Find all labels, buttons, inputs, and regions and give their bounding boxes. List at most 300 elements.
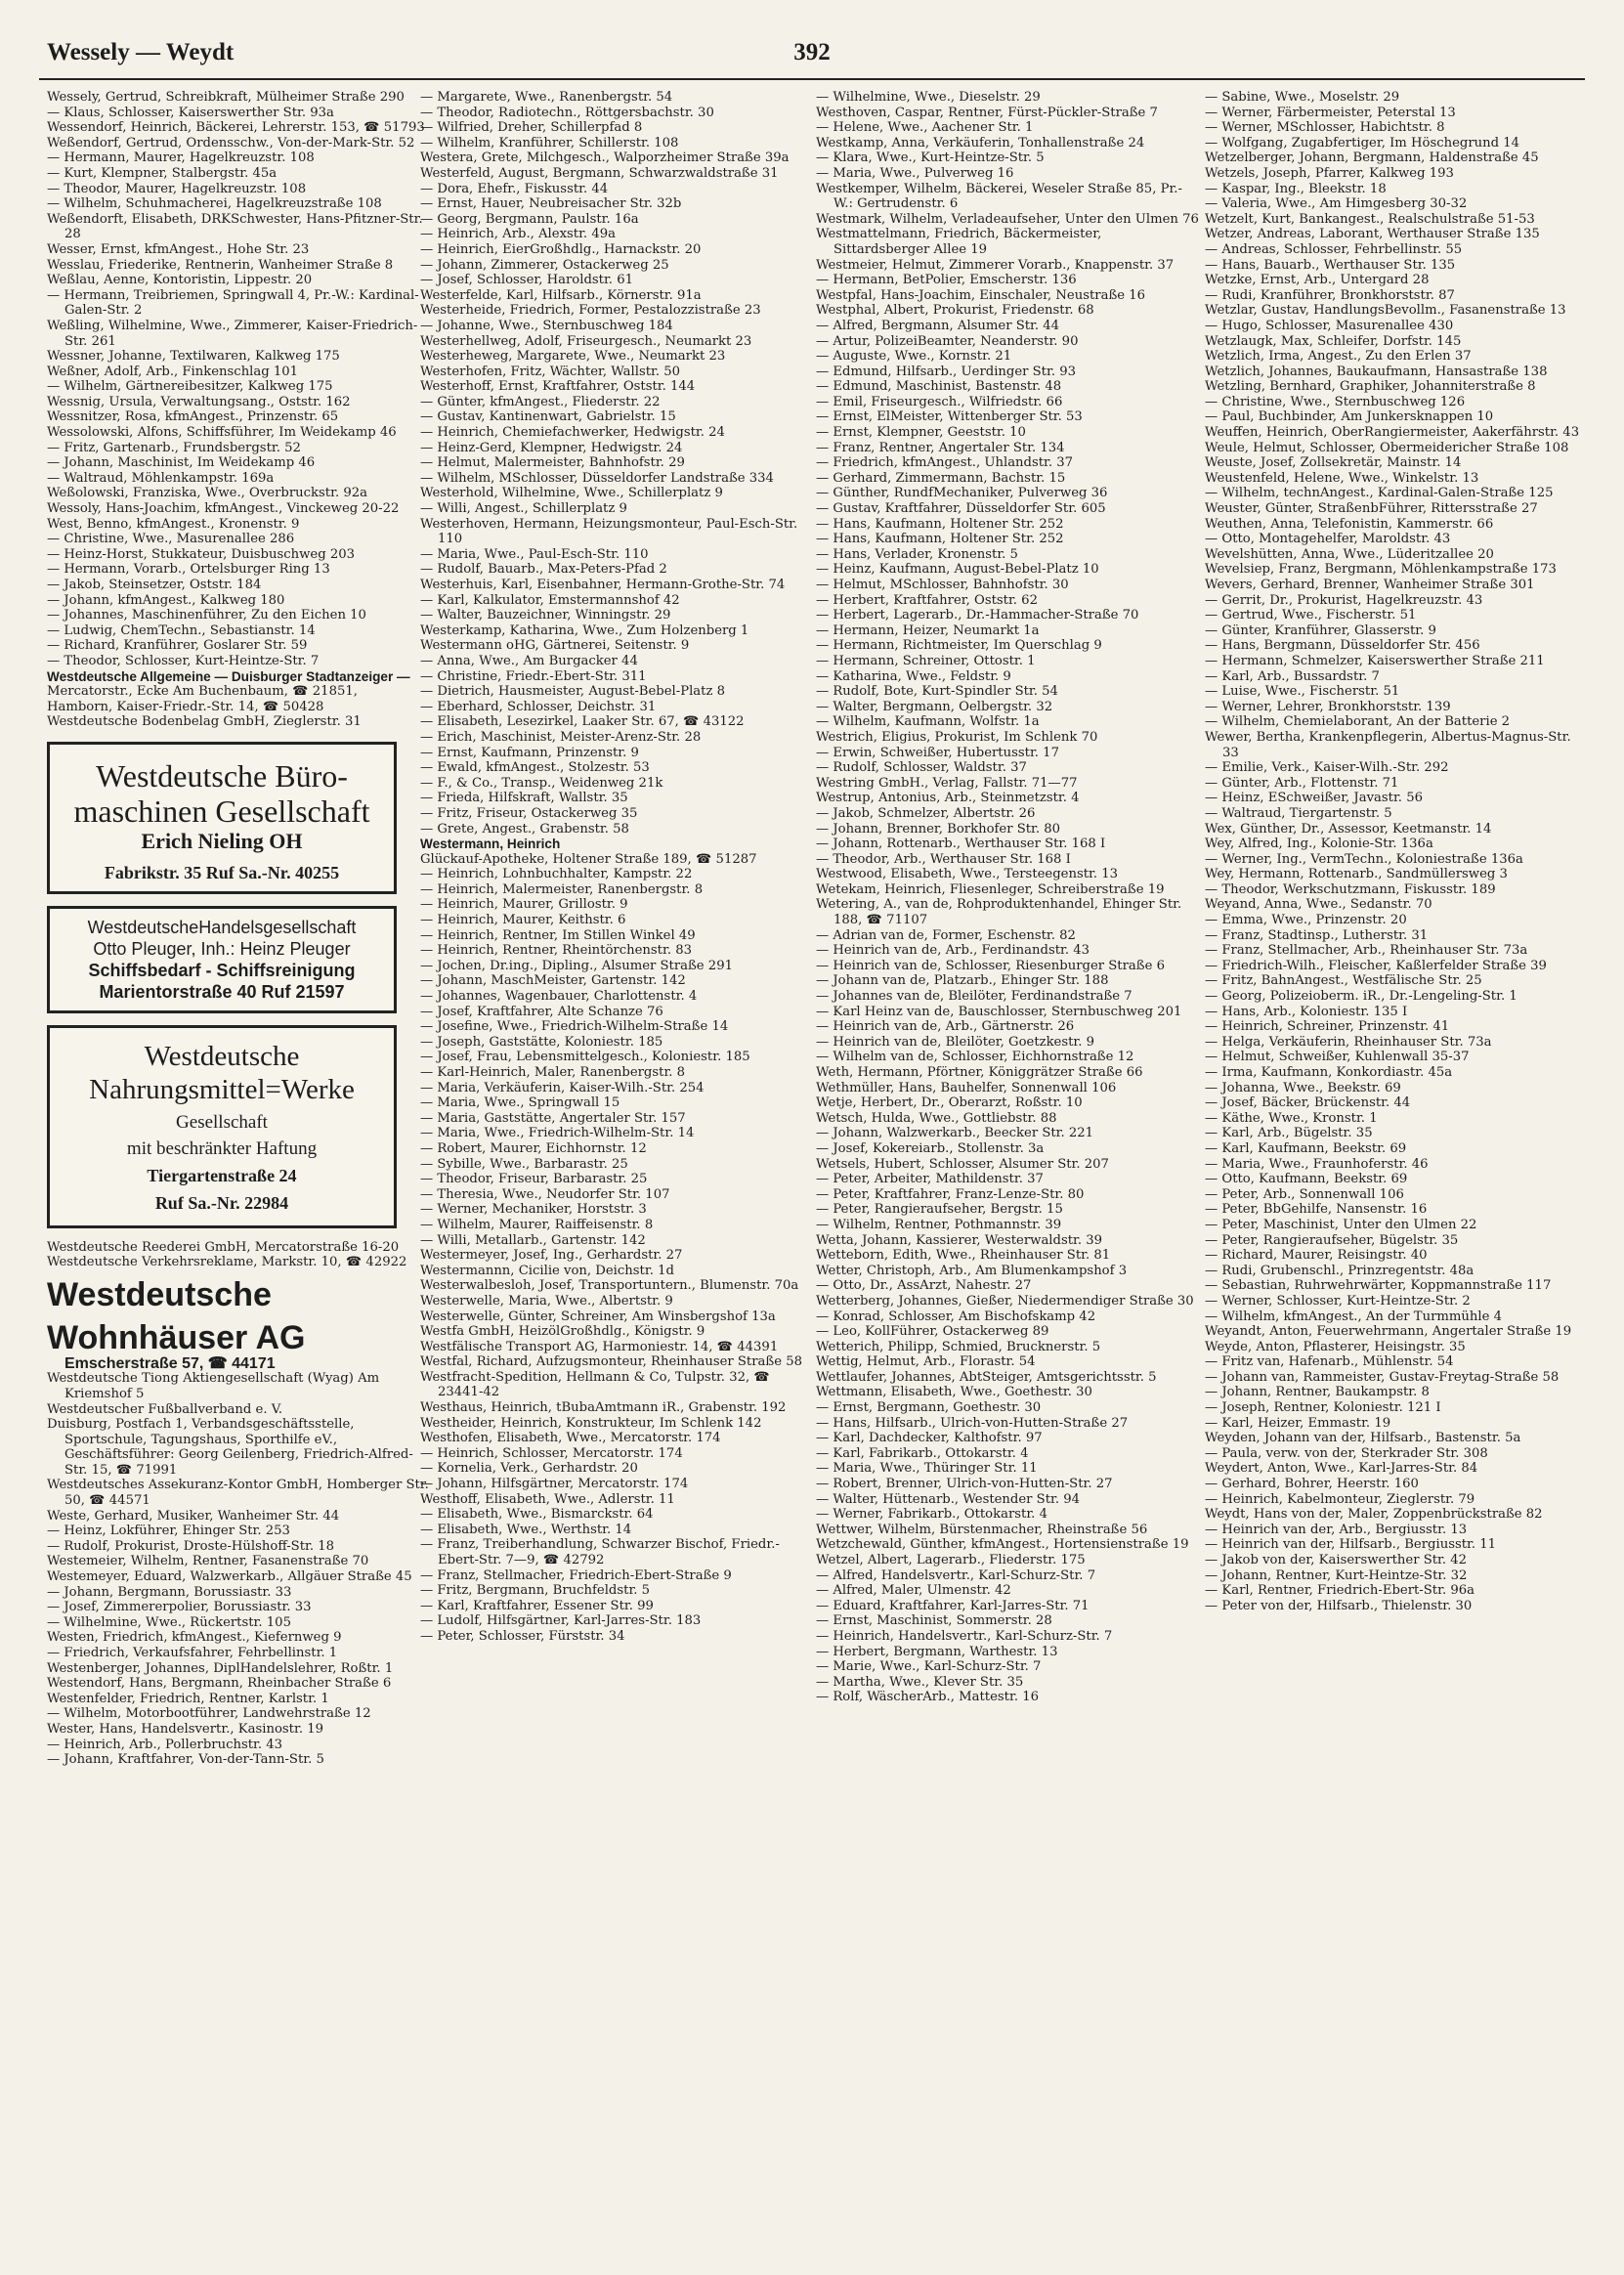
directory-entry: — Eduard, Kraftfahrer, Karl-Jarres-Str. 71 (816, 1598, 1090, 1613)
directory-entry: Wetta, Johann, Kassierer, Westerwaldstr. 39 (816, 1232, 1103, 1248)
directory-entry: — Maria, Verkäuferin, Kaiser-Wilh.-Str. 254 (420, 1080, 705, 1095)
directory-entry: — Grete, Angest., Grabenstr. 58 (420, 821, 629, 837)
directory-entry: Wessendorf, Heinrich, Bäckerei, Lehrerstr. 153, ☎ 51793 (47, 120, 425, 136)
directory-entry: — Georg, Polizeioberm. iR., Dr.-Lengeling-Str. 1 (1205, 989, 1517, 1005)
directory-entry: — Hermann, Schreiner, Ottostr. 1 (816, 653, 1036, 668)
directory-entry: Westfal, Richard, Aufzugsmonteur, Rheinhauser Straße 58 (420, 1354, 802, 1370)
directory-entry: Wesslau, Friederike, Rentnerin, Wanheimer Straße 8 (47, 257, 394, 273)
directory-entry: — Walter, Bergmann, Oelbergstr. 32 (816, 699, 1053, 714)
directory-entry: Wetzelt, Kurt, Bankangest., Realschulstraße 51-53 (1205, 211, 1535, 227)
directory-entry: — Christine, Wwe., Sternbuschweg 126 (1205, 394, 1466, 409)
directory-entry: Wessner, Johanne, Textilwaren, Kalkweg 175 (47, 349, 340, 365)
directory-entry: Wettmann, Elisabeth, Wwe., Goethestr. 30 (816, 1385, 1092, 1400)
directory-entry: — Martha, Wwe., Klever Str. 35 (816, 1674, 1024, 1690)
directory-entry: Westfa GmbH, HeizölGroßhdlg., Königstr. 9 (420, 1324, 705, 1340)
wohnhaeuser-address: Emscherstraße 57, ☎ 44171 (64, 1354, 276, 1372)
ad-title: maschinen Gesellschaft (73, 793, 370, 829)
directory-entry: Westerheide, Friedrich, Former, Pestalozzistraße 23 (420, 303, 761, 319)
directory-entry: — Günther, RundfMechaniker, Pulverweg 36 (816, 486, 1108, 501)
directory-entry: — Katharina, Wwe., Feldstr. 9 (816, 668, 1011, 684)
directory-entry: — Wilhelm, Kranführer, Schillerstr. 108 (420, 135, 679, 150)
directory-entry: Wetteborn, Edith, Wwe., Rheinhauser Str. 81 (816, 1248, 1111, 1264)
ad-handelsgesellschaft (47, 906, 397, 1013)
directory-entry: — Wilhelm, Maurer, Raiffeisenstr. 8 (420, 1217, 654, 1232)
directory-entry: Wetzling, Bernhard, Graphiker, Johanniterstraße 8 (1205, 379, 1536, 395)
directory-entry: — Günter, kfmAngest., Fliederstr. 22 (420, 394, 661, 409)
directory-entry: — Alfred, Maler, Ulmenstr. 42 (816, 1583, 1011, 1599)
directory-entry: — Karl, Dachdecker, Kalthofstr. 97 (816, 1431, 1043, 1446)
directory-entry: Westerhoff, Ernst, Kraftfahrer, Oststr. 144 (420, 379, 696, 395)
directory-entry: — Johann, Rentner, Baukampstr. 8 (1205, 1385, 1430, 1400)
column-4 (1205, 90, 1588, 1613)
directory-entry: — Heinrich, Chemiefachwerker, Hedwigstr. 24 (420, 425, 725, 441)
directory-entry: — Elisabeth, Lesezirkel, Laaker Str. 67, ☎ 43122 (420, 714, 745, 730)
directory-entry: Westmark, Wilhelm, Verladeaufseher, Unter den Ulmen 76 (816, 211, 1199, 227)
directory-entry: — Helmut, Malermeister, Bahnhofstr. 29 (420, 455, 685, 471)
directory-entry: — Hermann, BetPolier, Emscherstr. 136 (816, 273, 1077, 288)
directory-entry: — Christine, Friedr.-Ebert-Str. 311 (420, 668, 647, 684)
directory-entry: — Maria, Wwe., Thüringer Str. 11 (816, 1461, 1038, 1477)
directory-entry: — Karl Heinz van de, Bauschlosser, Sternbuschweg 201 (816, 1004, 1182, 1019)
directory-entry: Wetzelberger, Johann, Bergmann, Haldenstraße 45 (1205, 150, 1539, 166)
directory-entry: — Ernst, Hauer, Neubreisacher Str. 32b (420, 196, 682, 212)
directory-entry: — Heinz-Horst, Stukkateur, Duisbuschweg 203 (47, 546, 356, 562)
ad-title: Westdeutsche (144, 1040, 300, 1072)
directory-entry: — Emil, Friseurgesch., Wilfriedstr. 66 (816, 394, 1063, 409)
directory-entry: — Kaspar, Ing., Bleekstr. 18 (1205, 181, 1387, 196)
directory-entry: — Ernst, Kaufmann, Prinzenstr. 9 (420, 745, 639, 760)
directory-entry: Wessely, Gertrud, Schreibkraft, Mülheimer Straße 290 (47, 90, 405, 105)
directory-entry: — Peter, Rangieraufseher, Bergstr. 15 (816, 1202, 1063, 1218)
directory-entry: — Josef, Kokereiarb., Stollenstr. 3a (816, 1140, 1045, 1156)
directory-entry: — Heinrich, EierGroßhdlg., Harnackstr. 20 (420, 241, 702, 257)
directory-entry: — Heinrich van de, Arb., Gärtnerstr. 26 (816, 1019, 1075, 1035)
directory-entry: — Peter, Arbeiter, Mathildenstr. 37 (816, 1172, 1044, 1187)
directory-entry: — Heinrich, Schreiner, Prinzenstr. 41 (1205, 1019, 1450, 1035)
directory-entry: Wessnig, Ursula, Verwaltungsang., Oststr. 162 (47, 394, 351, 409)
directory-entry: — Erich, Maschinist, Meister-Arenz-Str. 28 (420, 729, 702, 745)
directory-entry: — Willi, Angest., Schillerplatz 9 (420, 501, 627, 517)
directory-entry: — Johann, kfmAngest., Kalkweg 180 (47, 592, 285, 608)
ad-line: Gesellschaft (176, 1111, 268, 1133)
directory-entry: Weßner, Adolf, Arb., Finkenschlag 101 (47, 364, 299, 379)
directory-entry: — Herbert, Lagerarb., Dr.-Hammacher-Straße 70 (816, 608, 1139, 623)
directory-entry: Weyden, Johann van der, Hilfsarb., Bastenstr. 5a (1205, 1431, 1521, 1446)
directory-entry: Westhofen, Elisabeth, Wwe., Mercatorstr. 174 (420, 1431, 721, 1446)
directory-entry: Mercatorstr., Ecke Am Buchenbaum, ☎ 21851, (47, 684, 358, 700)
directory-entry: Westmeier, Helmut, Zimmerer Vorarb., Knappenstr. 37 (816, 257, 1175, 273)
directory-entry: — Karl, Kaufmann, Beekstr. 69 (1205, 1140, 1407, 1156)
directory-entry: — Otto, Montagehelfer, Maroldstr. 43 (1205, 532, 1451, 547)
directory-entry: — Wilhelm, Gärtnereibesitzer, Kalkweg 175 (47, 379, 333, 395)
directory-entry: — Andreas, Schlosser, Fehrbellinstr. 55 (1205, 241, 1463, 257)
directory-entry: Westenfelder, Friedrich, Rentner, Karlstr. 1 (47, 1691, 329, 1706)
directory-entry: — Johann, Hilfsgärtner, Mercatorstr. 174 (420, 1477, 689, 1492)
directory-entry: Wetzlich, Johannes, Baukaufmann, Hansastraße 138 (1205, 364, 1548, 379)
directory-entry: — Werner, Lehrer, Bronkhorststr. 139 (1205, 699, 1451, 714)
directory-entry: Westerfelde, Karl, Hilfsarb., Körnerstr. 91a (420, 287, 702, 303)
directory-entry: — Peter, Schlosser, Fürststr. 34 (420, 1628, 625, 1644)
directory-entry: Westmattelmann, Friedrich, Bäckermeister, Sittardsberger Allee 19 (816, 227, 1102, 257)
directory-entry: — Heinrich van de, Schlosser, Riesenburger Straße 6 (816, 958, 1165, 973)
directory-entry: — Hermann, Richtmeister, Im Querschlag 9 (816, 638, 1102, 654)
directory-entry: — Walter, Bauzeichner, Winningstr. 29 (420, 608, 671, 623)
directory-entry: — Hermann, Vorarb., Ortelsburger Ring 13 (47, 562, 330, 578)
directory-entry: Weuster, Günter, StraßenbFührer, Rittersstraße 27 (1205, 501, 1538, 517)
directory-entry: Weuthen, Anna, Telefonistin, Kammerstr. 66 (1205, 516, 1494, 532)
directory-entry: Wettig, Helmut, Arb., Florastr. 54 (816, 1354, 1036, 1370)
directory-entry: — Klaus, Schlosser, Kaiserswerther Str. 93a (47, 105, 334, 120)
directory-entry: — Johann, Rottenarb., Werthauser Str. 168 I (816, 837, 1106, 852)
directory-entry: Weßendorft, Elisabeth, DRKSchwester, Hans-Pfitzner-Str. 28 (47, 211, 423, 242)
directory-entry: — Heinrich, Arb., Pollerbruchstr. 43 (47, 1737, 283, 1752)
ad-title: Westdeutsche Büro- (96, 757, 348, 794)
ad-owner: Otto Pleuger, Inh.: Heinz Pleuger (93, 938, 351, 959)
directory-entry: Wessoly, Hans-Joachim, kfmAngest., Vinckeweg 20-22 (47, 501, 400, 517)
directory-entry: — Josef, Zimmererpolier, Borussiastr. 33 (47, 1600, 312, 1615)
directory-entry: — Elisabeth, Wwe., Bismarckstr. 64 (420, 1507, 654, 1523)
directory-entry: — Friedrich, Verkaufsfahrer, Fehrbellinstr. 1 (47, 1646, 338, 1660)
directory-entry: — Johann, Bergmann, Borussiastr. 33 (47, 1584, 292, 1600)
directory-entry: — Johann, Kraftfahrer, Von-der-Tann-Str. 5 (47, 1752, 324, 1768)
directory-entry: Westerfeld, August, Bergmann, Schwarzwaldstraße 31 (420, 165, 779, 181)
directory-entry: — Fritz, Bergmann, Bruchfeldstr. 5 (420, 1583, 651, 1599)
ad-address: Fabrikstr. 35 Ruf Sa.-Nr. 40255 (104, 862, 340, 882)
directory-entry: Westemeier, Wilhelm, Rentner, Fasanenstraße 70 (47, 1554, 369, 1569)
directory-entry: — Waltraud, Möhlenkampstr. 169a (47, 470, 275, 486)
directory-entry: Westdeutsche Tiong Aktiengesellschaft (Wyag) Am Kriemshof 5 (47, 1371, 380, 1401)
directory-entry: — Jakob, Schmelzer, Albertstr. 26 (816, 805, 1036, 821)
directory-entry: Westera, Grete, Milchgesch., Walporzheimer Straße 39a (420, 150, 790, 166)
directory-entry: — Maria, Wwe., Fraunhoferstr. 46 (1205, 1156, 1429, 1172)
directory-entry: — Klara, Wwe., Kurt-Heintze-Str. 5 (816, 150, 1045, 166)
directory-entry: — Robert, Brenner, Ulrich-von-Hutten-Str. 27 (816, 1477, 1113, 1492)
directory-entry: Wetzel, Albert, Lagerarb., Fliederstr. 175 (816, 1553, 1086, 1567)
directory-entry: — Wilhelm, Motorbootführer, Landwehrstraße 12 (47, 1706, 371, 1722)
directory-entry: — Johann, Brenner, Borkhofer Str. 80 (816, 821, 1061, 837)
directory-entry: — Fritz, BahnAngest., Westfälische Str. 25 (1205, 973, 1482, 989)
directory-entry: — Joseph, Gaststätte, Koloniestr. 185 (420, 1034, 663, 1050)
directory-entry: Wetering, A., van de, Rohproduktenhandel, Ehinger Str. 188, ☎ 71107 (816, 897, 1182, 928)
directory-entry: — Werner, MSchlosser, Habichtstr. 8 (1205, 120, 1445, 136)
directory-entry: — Heinrich, Schlosser, Mercatorstr. 174 (420, 1445, 683, 1461)
directory-entry: — Josef, Schlosser, Haroldstr. 61 (420, 273, 633, 288)
directory-entry: — Wilhelm, Schuhmacherei, Hagelkreuzstraße 108 (47, 196, 382, 212)
ad-buero-maschinen (47, 742, 397, 894)
column-3 (816, 90, 1199, 1705)
directory-entry: — Gertrud, Wwe., Fischerstr. 51 (1205, 608, 1417, 623)
directory-entry: — Wilhelm, Chemielaborant, An der Batterie 2 (1205, 714, 1511, 730)
directory-entry: Westemeyer, Eduard, Walzwerkarb., Allgäuer Straße 45 (47, 1569, 412, 1585)
directory-entry: Wevelshütten, Anna, Wwe., Lüderitzallee 20 (1205, 546, 1494, 562)
directory-entry: — Marie, Wwe., Karl-Schurz-Str. 7 (816, 1659, 1042, 1675)
directory-entry: — Richard, Kranführer, Goslarer Str. 59 (47, 638, 308, 654)
directory-entry: Westdeutsche Verkehrsreklame, Markstr. 10, ☎ 42922 (47, 1255, 407, 1270)
directory-entry: Westdeutsche Reederei GmbH, Mercatorstraße 16-20 (47, 1239, 400, 1255)
directory-entry: — Helmut, Schweißer, Kuhlenwall 35-37 (1205, 1050, 1470, 1065)
directory-entry: Westkemper, Wilhelm, Bäckerei, Weseler Straße 85, Pr.-W.: Gertrudenstr. 6 (816, 181, 1182, 212)
directory-entry: — Waltraud, Tiergartenstr. 5 (1205, 805, 1392, 821)
directory-entry: Westkamp, Anna, Verkäuferin, Tonhallenstraße 24 (816, 135, 1145, 150)
directory-entry: — Josef, Kraftfahrer, Alte Schanze 76 (420, 1004, 663, 1019)
directory-entry: — Wilhelm, MSchlosser, Düsseldorfer Landstraße 334 (420, 470, 774, 486)
directory-entry: Duisburg, Postfach 1, Verbandsgeschäftsstelle, Sportschule, Tagungshaus, Sporthilfe eV., Geschäftsführer: Georg Geilenberg, Friedrich-Alfred-Str. 15, ☎ 71991 (47, 1417, 413, 1478)
directory-entry: — Georg, Bergmann, Paulstr. 16a (420, 211, 639, 227)
directory-entry: — Wilhelm, technAngest., Kardinal-Galen-Straße 125 (1205, 486, 1554, 501)
directory-entry: — Rudi, Kranführer, Bronkhorststr. 87 (1205, 287, 1455, 303)
column-2 (420, 90, 803, 1645)
directory-entry: — Irma, Kaufmann, Konkordiastr. 45a (1205, 1065, 1453, 1080)
directory-entry: Westermeyer, Josef, Ing., Gerhardstr. 27 (420, 1248, 683, 1264)
directory-entry: Westfälische Transport AG, Harmoniestr. 14, ☎ 44391 (420, 1339, 779, 1354)
directory-entry: Westring GmbH., Verlag, Fallstr. 71—77 (816, 775, 1078, 791)
wohnhaeuser-name: Wohnhäuser AG (47, 1318, 306, 1356)
directory-entry: — Auguste, Wwe., Kornstr. 21 (816, 349, 1012, 365)
directory-entry: — Jochen, Dr.ing., Dipling., Alsumer Straße 291 (420, 958, 733, 973)
directory-entry: Westhoff, Elisabeth, Wwe., Adlerstr. 11 (420, 1491, 675, 1507)
directory-entry: — Richard, Maurer, Reisingstr. 40 (1205, 1248, 1428, 1264)
directory-entry: Westermannn, Cicilie von, Deichstr. 1d (420, 1263, 674, 1278)
directory-entry: Wessolowski, Alfons, Schiffsführer, Im Weidekamp 46 (47, 425, 397, 441)
directory-entry: — Maria, Wwe., Friedrich-Wilhelm-Str. 14 (420, 1126, 695, 1141)
directory-entry: — Robert, Maurer, Eichhornstr. 12 (420, 1140, 647, 1156)
directory-entry: — Gerrit, Dr., Prokurist, Hagelkreuzstr. 43 (1205, 592, 1483, 608)
directory-entry: — Gustav, Kantinenwart, Gabrielstr. 15 (420, 409, 676, 425)
directory-entry: Weste, Gerhard, Musiker, Wanheimer Str. 44 (47, 1508, 340, 1524)
directory-entry: — Kornelia, Verk., Gerhardstr. 20 (420, 1461, 638, 1477)
directory-entry: — Christine, Wwe., Masurenallee 286 (47, 532, 295, 547)
directory-entry: Westerhellweg, Adolf, Friseurgesch., Neumarkt 23 (420, 333, 752, 349)
directory-entry: — Edmund, Maschinist, Bastenstr. 48 (816, 379, 1062, 395)
page-header (39, 35, 1585, 80)
directory-entry: — Sybille, Wwe., Barbarastr. 25 (420, 1156, 628, 1172)
directory-entry: Wetzer, Andreas, Laborant, Werthauser Straße 135 (1205, 227, 1540, 242)
directory-entry: — Heinrich, Lohnbuchhalter, Kampstr. 22 (420, 867, 693, 882)
directory-entry: — Heinrich van de, Bleilöter, Goetzkestr. 9 (816, 1034, 1095, 1050)
directory-entry: — Rudolf, Bauarb., Max-Peters-Pfad 2 (420, 562, 667, 578)
directory-entry: Westdeutsches Assekuranz-Kontor GmbH, Homberger Str. 50, ☎ 44571 (47, 1478, 429, 1509)
directory-entry: — Theresia, Wwe., Neudorfer Str. 107 (420, 1186, 670, 1202)
directory-entry: Wetzels, Joseph, Pfarrer, Kalkweg 193 (1205, 165, 1454, 181)
directory-entry: — Fritz, Friseur, Ostackerweg 35 (420, 805, 638, 821)
ad-nahrungsmittel (47, 1025, 397, 1228)
directory-entry: — Theodor, Radiotechn., Röttgersbachstr. 30 (420, 105, 714, 120)
directory-entry: Weßolowski, Franziska, Wwe., Overbruckstr. 92a (47, 486, 367, 501)
directory-entry: Wetzlaugk, Max, Schleifer, Dorfstr. 145 (1205, 333, 1462, 349)
directory-entry: Westphal, Albert, Prokurist, Friedenstr. 68 (816, 303, 1094, 319)
directory-entry: — Hans, Kaufmann, Holtener Str. 252 (816, 532, 1064, 547)
directory-entry: — Emilie, Verk., Kaiser-Wilh.-Str. 292 (1205, 760, 1449, 776)
directory-entry: Wessnitzer, Rosa, kfmAngest., Prinzenstr. 65 (47, 409, 339, 425)
directory-entry: — Otto, Kaufmann, Beekstr. 69 (1205, 1172, 1408, 1187)
directory-entry: Weustenfeld, Helene, Wwe., Winkelstr. 13 (1205, 470, 1479, 486)
directory-entry: Glückauf-Apotheke, Holtener Straße 189, ☎ 51287 (420, 851, 757, 867)
directory-entry: — Ernst, Bergmann, Goethestr. 30 (816, 1400, 1042, 1416)
directory-entry: — Johann, MaschMeister, Gartenstr. 142 (420, 973, 686, 989)
directory-entry: — Hans, Arb., Koloniestr. 135 I (1205, 1004, 1408, 1019)
directory-entry: — Maria, Wwe., Pulverweg 16 (816, 165, 1014, 181)
ad-title: Nahrungsmittel=Werke (89, 1073, 355, 1105)
directory-entry: — Werner, Färbermeister, Peterstal 13 (1205, 105, 1456, 120)
directory-entry: — Heinrich van de, Arb., Ferdinandstr. 43 (816, 943, 1090, 959)
directory-entry: — Adrian van de, Former, Eschenstr. 82 (816, 927, 1076, 943)
directory-entry: Hamborn, Kaiser-Friedr.-Str. 14, ☎ 50428 (47, 699, 324, 714)
directory-entry: Wetzlar, Gustav, HandlungsBevollm., Fasanenstraße 13 (1205, 303, 1566, 319)
directory-entry: — Anna, Wwe., Am Burgacker 44 (420, 653, 638, 668)
directory-entry: — Werner, Ing., VermTechn., Koloniestraße 136a (1205, 851, 1523, 867)
ad-title: WestdeutscheHandelsgesellschaft (87, 917, 357, 937)
directory-entry: Westerwelle, Günter, Schreiner, Am Winsbergshof 13a (420, 1309, 776, 1324)
directory-entry: — Rudolf, Bote, Kurt-Spindler Str. 54 (816, 684, 1058, 700)
ad-line: mit beschränkter Haftung (126, 1138, 318, 1159)
directory-entry: Weydert, Anton, Wwe., Karl-Jarres-Str. 84 (1205, 1461, 1478, 1477)
directory-entry: Westdeutsche Bodenbelag GmbH, Zieglerstr. 31 (47, 714, 362, 730)
directory-entry: — Heinrich, Arb., Alexstr. 49a (420, 227, 616, 242)
directory-entry: — Franz, Stadtinsp., Lutherstr. 31 (1205, 927, 1429, 943)
directory-entry: — Peter, BbGehilfe, Nansenstr. 16 (1205, 1202, 1428, 1218)
directory-entry: — Elisabeth, Wwe., Werthstr. 14 (420, 1522, 632, 1537)
directory-entry: Wetje, Herbert, Dr., Oberarzt, Roßstr. 10 (816, 1095, 1083, 1111)
directory-entry: — Wilhelm van de, Schlosser, Eichhornstraße 12 (816, 1050, 1134, 1065)
directory-entry: — Hans, Bauarb., Werthauser Str. 135 (1205, 257, 1456, 273)
directory-entry: — Dietrich, Hausmeister, August-Bebel-Platz 8 (420, 684, 725, 700)
directory-entry: — Willi, Metallarb., Gartenstr. 142 (420, 1232, 646, 1248)
directory-entry: Wetsch, Hulda, Wwe., Gottliebstr. 88 (816, 1110, 1057, 1126)
directory-entry: — Sabine, Wwe., Moselstr. 29 (1205, 90, 1400, 105)
directory-entry: — Herbert, Kraftfahrer, Oststr. 62 (816, 592, 1038, 608)
directory-entry: Westerhuis, Karl, Eisenbahner, Hermann-Grothe-Str. 74 (420, 578, 786, 592)
column-1 (47, 90, 430, 1768)
directory-entry: — Heinrich, Kabelmonteur, Zieglerstr. 79 (1205, 1491, 1475, 1507)
directory-entry: — Karl, Kraftfahrer, Essener Str. 99 (420, 1598, 654, 1613)
directory-entry: — Karl, Kalkulator, Emstermannshof 42 (420, 592, 680, 608)
directory-entry: — Karl, Rentner, Friedrich-Ebert-Str. 96a (1205, 1583, 1474, 1599)
directory-entry: — Johann, Maschinist, Im Weidekamp 46 (47, 455, 316, 471)
directory-entry: Wevelsiep, Franz, Bergmann, Möhlenkampstraße 173 (1205, 562, 1557, 578)
directory-entry: Wesser, Ernst, kfmAngest., Hohe Str. 23 (47, 241, 310, 257)
directory-entry: — Helga, Verkäuferin, Rheinhauser Str. 73a (1205, 1034, 1492, 1050)
directory-entry: Wetterich, Philipp, Schmied, Brucknerstr. 5 (816, 1339, 1101, 1354)
directory-entry: — Dora, Ehefr., Fiskusstr. 44 (420, 181, 609, 196)
bold-entry: Westermann, Heinrich (420, 837, 561, 852)
directory-entry: Wetsels, Hubert, Schlosser, Alsumer Str. 207 (816, 1156, 1109, 1172)
directory-entry: — Johannes van de, Bleilöter, Ferdinandstraße 7 (816, 989, 1133, 1005)
directory-entry: Wettwer, Wilhelm, Bürstenmacher, Rheinstraße 56 (816, 1522, 1148, 1537)
directory-entry: — Paul, Buchbinder, Am Junkersknappen 10 (1205, 409, 1494, 425)
directory-entry: Weth, Hermann, Pförtner, Königgrätzer Straße 66 (816, 1065, 1143, 1080)
directory-entry: — Johann van de, Platzarb., Ehinger Str. 188 (816, 973, 1109, 989)
page-number: 392 (793, 39, 831, 65)
directory-entry: — Ludolf, Hilfsgärtner, Karl-Jarres-Str. 183 (420, 1613, 702, 1629)
directory-entry: — Karl, Arb., Bügelstr. 35 (1205, 1126, 1373, 1141)
directory-entry: — Wilhelm, Rentner, Pothmannstr. 39 (816, 1217, 1062, 1232)
directory-entry: — Johanne, Wwe., Sternbuschweg 184 (420, 318, 673, 333)
directory-entry: Wetzlich, Irma, Angest., Zu den Erlen 37 (1205, 349, 1472, 365)
directory-entry: — Heinrich van der, Hilfsarb., Bergiusstr. 11 (1205, 1537, 1497, 1553)
directory-entry: — Emma, Wwe., Prinzenstr. 20 (1205, 913, 1407, 928)
directory-entry: — F., & Co., Transp., Weidenweg 21k (420, 775, 663, 791)
directory-entry: — Johannes, Wagenbauer, Charlottenstr. 4 (420, 989, 698, 1005)
directory-entry: Westerwelle, Maria, Wwe., Albertstr. 9 (420, 1293, 673, 1309)
directory-entry: — Heinrich, Rentner, Im Stillen Winkel 49 (420, 927, 696, 943)
directory-entry: — Josefine, Wwe., Friedrich-Wilhelm-Straße 14 (420, 1019, 729, 1035)
ad-address: Marientorstraße 40 Ruf 21597 (99, 981, 345, 1002)
directory-entry: — Helene, Wwe., Aachener Str. 1 (816, 120, 1034, 136)
directory-entry: — Maria, Gaststätte, Angertaler Str. 157 (420, 1110, 686, 1126)
directory-entry: Weyandt, Anton, Feuerwehrmann, Angertaler Straße 19 (1205, 1324, 1572, 1340)
directory-entry: — Alfred, Handelsvertr., Karl-Schurz-Str. 7 (816, 1567, 1096, 1583)
directory-entry: — Karl-Heinrich, Maler, Ranenbergstr. 8 (420, 1065, 686, 1080)
directory-entry: Westpfal, Hans-Joachim, Einschaler, Neustraße 16 (816, 287, 1146, 303)
directory-entry: Weßling, Wilhelmine, Wwe., Zimmerer, Kaiser-Friedrich-Str. 261 (47, 318, 418, 349)
directory-entry: Wethmüller, Hans, Bauhelfer, Sonnenwall 106 (816, 1080, 1117, 1095)
directory-entry: — Sebastian, Ruhrwehrwärter, Koppmannstraße 117 (1205, 1278, 1552, 1294)
directory-entry: — Heinrich, Maurer, Grillostr. 9 (420, 897, 628, 913)
directory-entry: Wettlaufer, Johannes, AbtSteiger, Amtsgerichtsstr. 5 (816, 1369, 1157, 1385)
directory-entry: — Hermann, Heizer, Neumarkt 1a (816, 622, 1040, 638)
directory-entry: — Walter, Hüttenarb., Westender Str. 94 (816, 1491, 1081, 1507)
directory-entry: Westdeutscher Fußballverband e. V. (47, 1401, 283, 1417)
directory-entry: — Werner, Fabrikarb., Ottokarstr. 4 (816, 1507, 1047, 1523)
directory-entry: — Wilhelmine, Wwe., Dieselstr. 29 (816, 90, 1041, 105)
directory-entry: — Ewald, kfmAngest., Stolzestr. 53 (420, 760, 650, 776)
directory-entry: — Rudolf, Prokurist, Droste-Hülshoff-Str. 18 (47, 1538, 335, 1554)
directory-entry: — Werner, Schlosser, Kurt-Heintze-Str. 2 (1205, 1293, 1471, 1309)
directory-entry: Weßlau, Aenne, Kontoristin, Lippestr. 20 (47, 273, 313, 288)
ad-owner: Erich Nieling OH (141, 828, 303, 853)
directory-entry: Westerhold, Wilhelmine, Wwe., Schillerplatz 9 (420, 486, 723, 501)
directory-entry: — Gerhard, Zimmermann, Bachstr. 15 (816, 470, 1066, 486)
directory-entry: — Heinrich, Rentner, Rheintörchenstr. 83 (420, 943, 692, 959)
ad-address: Tiergartenstraße 24 (147, 1165, 297, 1185)
directory-entry: Westermann oHG, Gärtnerei, Seitenstr. 9 (420, 638, 690, 654)
directory-entry: — Artur, PolizeiBeamter, Neanderstr. 90 (816, 333, 1079, 349)
directory-entry: — Otto, Dr., AssArzt, Nahestr. 27 (816, 1278, 1032, 1294)
directory-entry: Westerkamp, Katharina, Wwe., Zum Holzenberg 1 (420, 622, 749, 638)
directory-entry: — Franz, Rentner, Angertaler Str. 134 (816, 440, 1065, 455)
directory-entry: Westendorf, Hans, Bergmann, Rheinbacher Straße 6 (47, 1676, 392, 1692)
wohnhaeuser-name: Westdeutsche (47, 1275, 272, 1313)
directory-entry: — Günter, Kranführer, Glasserstr. 9 (1205, 622, 1436, 638)
directory-entry: — Peter, Kraftfahrer, Franz-Lenze-Str. 80 (816, 1186, 1085, 1202)
directory-entry: — Friedrich-Wilh., Fleischer, Kaßlerfelder Straße 39 (1205, 958, 1547, 973)
directory-entry: Westenberger, Johannes, DiplHandelslehrer, Roßtr. 1 (47, 1660, 394, 1676)
directory-entry: — Theodor, Friseur, Barbarastr. 25 (420, 1172, 648, 1187)
directory-entry: — Joseph, Rentner, Koloniestr. 121 I (1205, 1400, 1441, 1416)
directory-entry: — Franz, Stellmacher, Arb., Rheinhauser Str. 73a (1205, 943, 1528, 959)
directory-entry: Wetzke, Ernst, Arb., Untergard 28 (1205, 273, 1430, 288)
directory-entry: Westfracht-Spedition, Hellmann & Co, Tulpstr. 32, ☎ 23441-42 (420, 1369, 770, 1400)
header-range: Wessely — Weydt (47, 39, 235, 65)
directory-entry: — Heinz, Kaufmann, August-Bebel-Platz 10 (816, 562, 1099, 578)
directory-entry: — Heinrich van der, Arb., Bergiusstr. 13 (1205, 1522, 1468, 1537)
directory-entry: Wetterberg, Johannes, Gießer, Niedermendiger Straße 30 (816, 1293, 1194, 1309)
directory-entry: — Josef, Frau, Lebensmittelgesch., Koloniestr. 185 (420, 1050, 750, 1065)
directory-entry: Wester, Hans, Handelsvertr., Kasinostr. 19 (47, 1721, 323, 1737)
directory-entry: — Peter, Arb., Sonnenwall 106 (1205, 1186, 1404, 1202)
directory-entry: — Ernst, ElMeister, Wittenberger Str. 53 (816, 409, 1083, 425)
directory-entry: Wetzchewald, Günther, kfmAngest., Hortensienstraße 19 (816, 1537, 1189, 1553)
directory-entry: — Luise, Wwe., Fischerstr. 51 (1205, 684, 1400, 700)
directory-entry: — Edmund, Hilfsarb., Uerdinger Str. 93 (816, 364, 1077, 379)
directory-entry: — Maria, Wwe., Paul-Esch-Str. 110 (420, 546, 649, 562)
directory-entry: Westheider, Heinrich, Konstrukteur, Im Schlenk 142 (420, 1415, 762, 1431)
directory-entry: Weyand, Anna, Wwe., Sedanstr. 70 (1205, 897, 1432, 913)
directory-entry: — Hermann, Maurer, Hagelkreuzstr. 108 (47, 150, 315, 166)
directory-entry: Westwood, Elisabeth, Wwe., Tersteegenstr. 13 (816, 867, 1119, 882)
directory-entry: — Johann, Walzwerkarb., Beecker Str. 221 (816, 1126, 1094, 1141)
directory-entry: — Wilhelmine, Wwe., Rückertstr. 105 (47, 1614, 291, 1630)
